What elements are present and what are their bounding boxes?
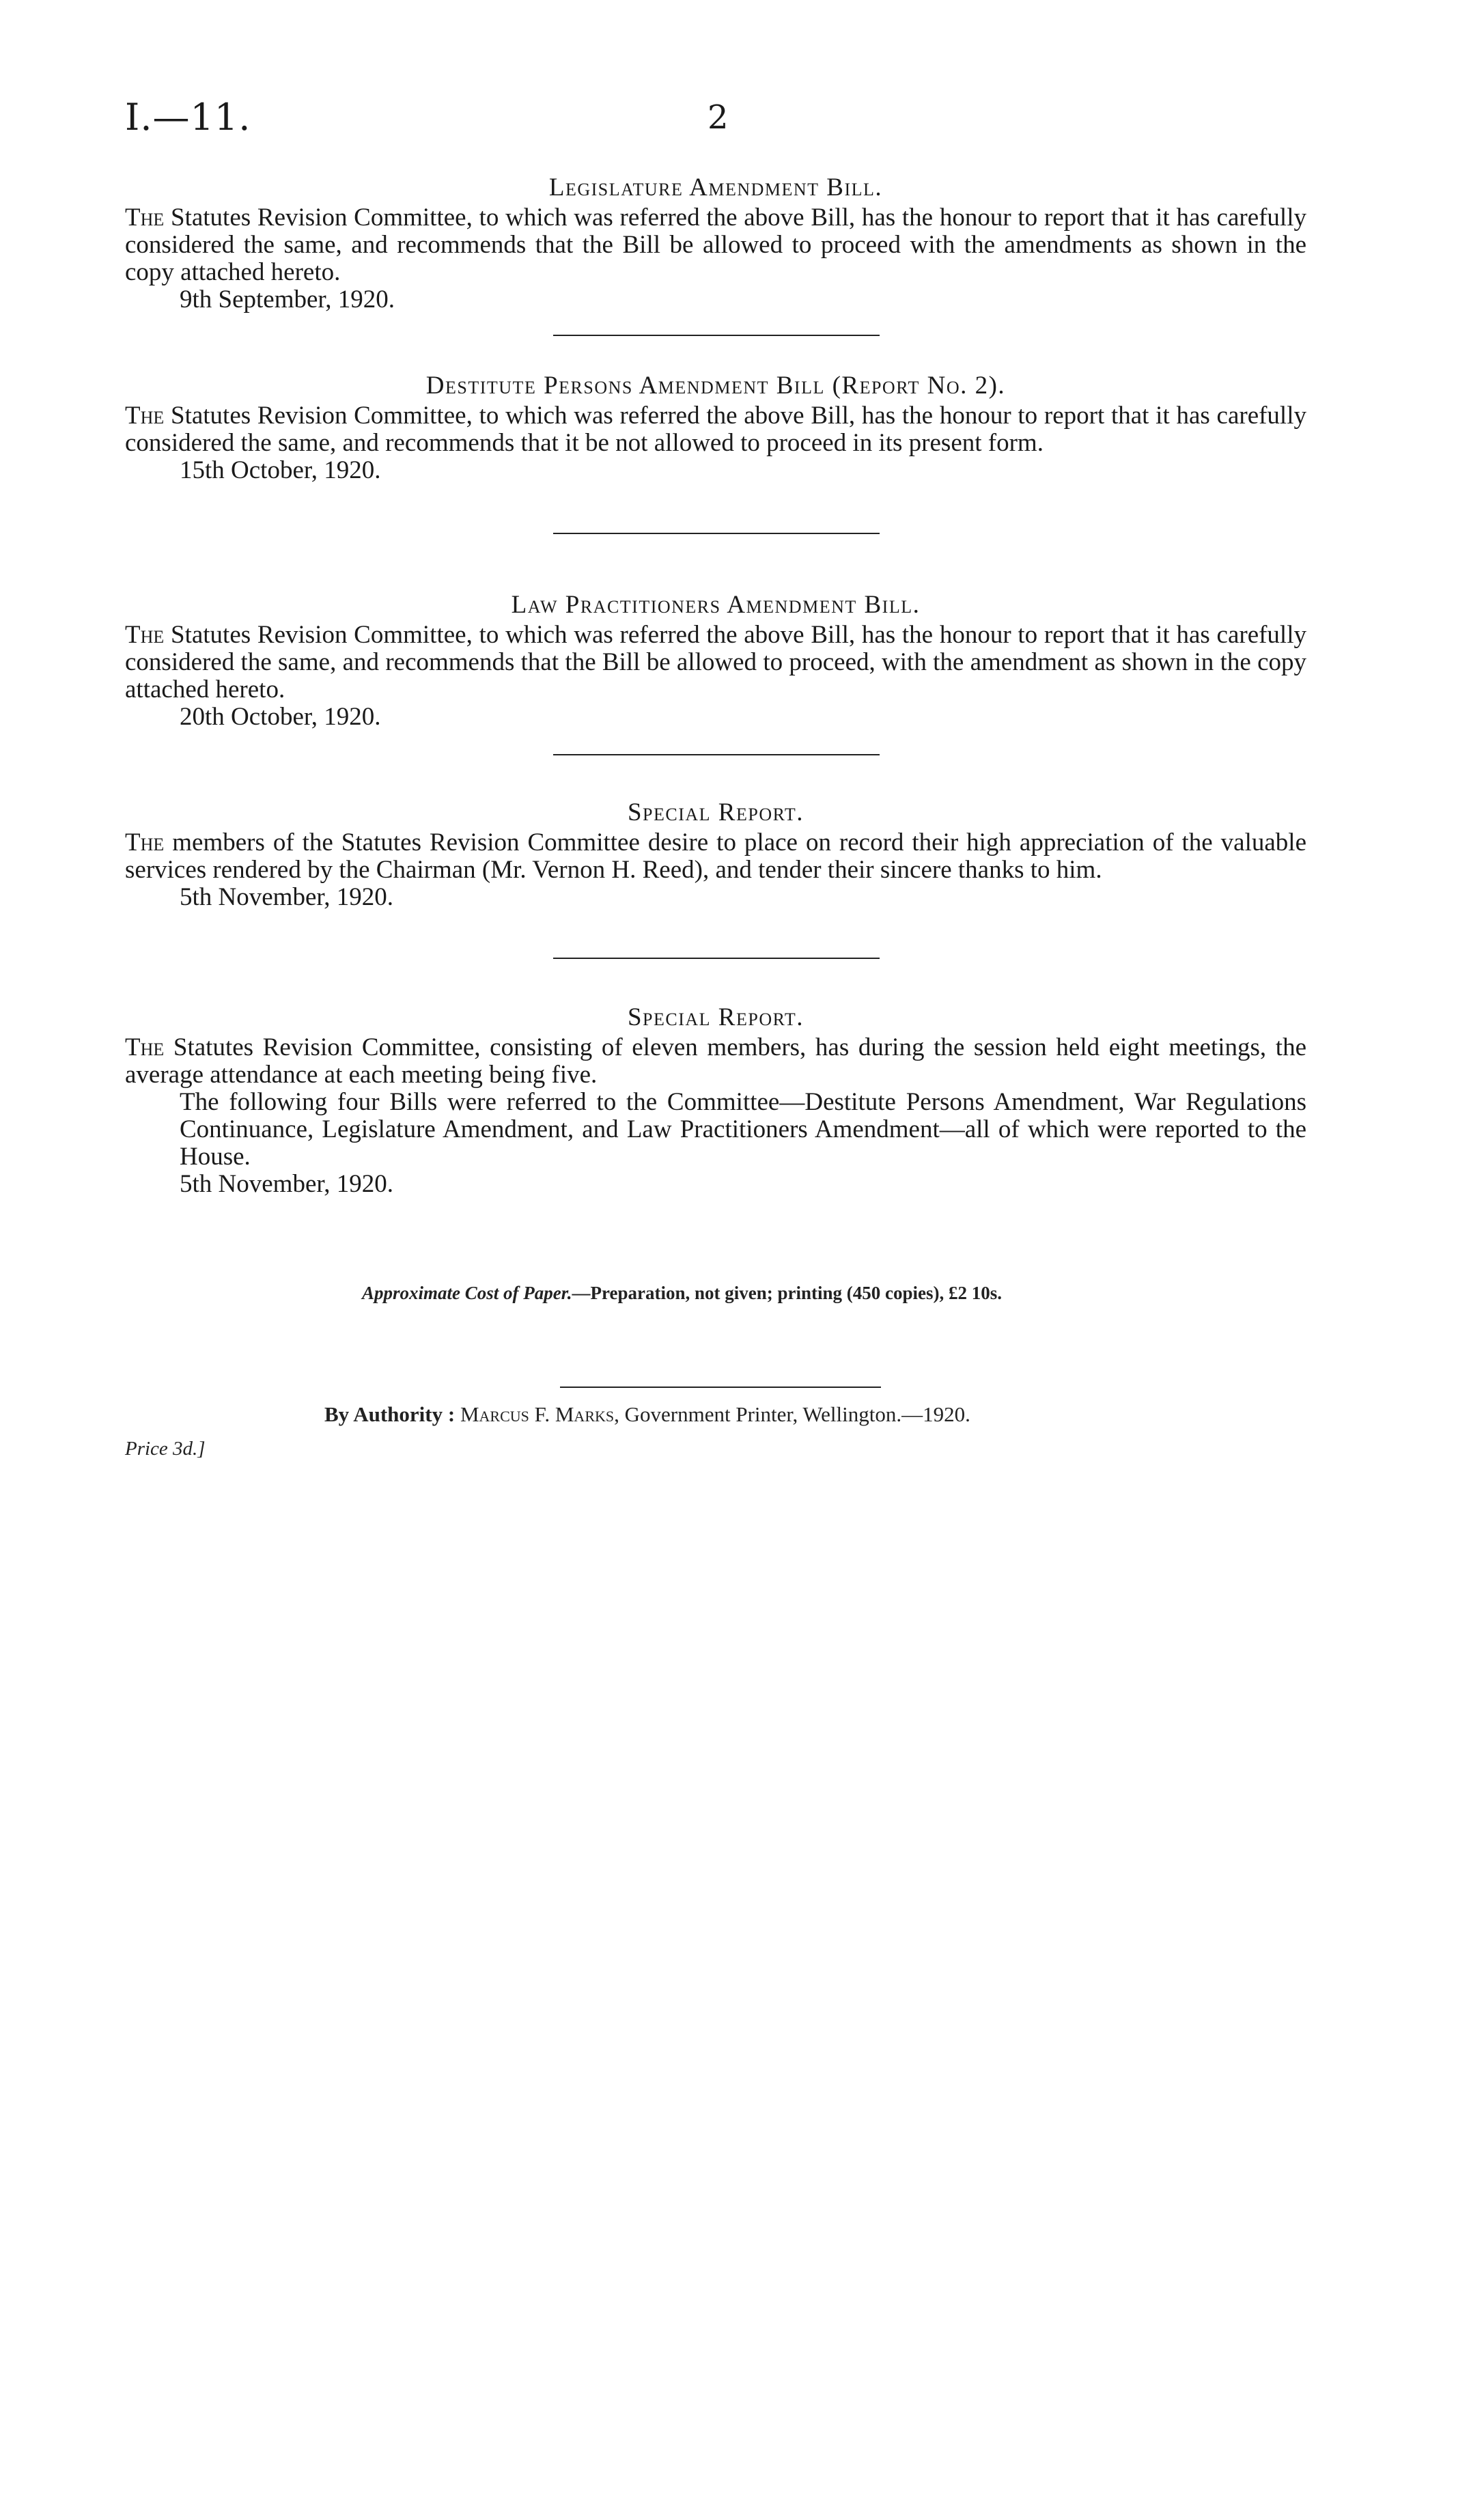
section-body-continued [125,1089,1306,1171]
section-date: 15th October, 1920. [180,456,381,484]
section-heading: Special Report. [627,798,804,826]
cost-text: —Preparation, not given; printing (450 copies), £2 10s. [572,1283,1003,1303]
divider-rule [553,958,880,959]
lead-word: The [125,402,165,430]
page-id: I.—11. [125,96,251,139]
divider-rule [553,754,880,755]
divider-rule [553,335,880,336]
printer-name: Marcus F. Marks, [460,1402,619,1426]
printer-authority [324,1402,970,1427]
section-heading: Destitute Persons Amendment Bill (Report No. 2). [425,372,1006,400]
section-heading: Law Practitioners Amendment Bill. [511,591,921,619]
body-text: members of the Statutes Revision Committee desire to place on record their high appreciation of the valuable services rendered by the Chairman (Mr. Vernon H. Reed), and tender their sincere thanks to him. [125,828,1307,884]
section-legislature-amendment [125,174,1306,314]
section-heading: Legislature Amendment Bill. [548,173,883,201]
section-law-practitioners [125,591,1306,731]
section-body [125,622,1306,704]
body-text: Statutes Revision Committee, consisting of eleven members, has during the session held eight meetings, the average attendance at each meeting being five. [125,1033,1307,1089]
price-note: Price 3d.] [125,1438,206,1460]
page-number: 2 [708,98,729,137]
body-text: Statutes Revision Committee, to which was referred the above Bill, has the honour to report that it has carefully considered the same, and recommends that it be not allowed to proceed in its present form. [125,402,1306,457]
section-special-report-2 [125,1004,1306,1198]
section-body [125,829,1306,884]
divider-rule [553,533,880,534]
section-body [125,204,1306,286]
lead-word: The [125,204,165,232]
section-heading: Special Report. [627,1003,804,1031]
lead-word: The [125,828,165,856]
lead-word: The [125,621,165,649]
cost-of-paper-note [362,1283,1002,1304]
section-date: 5th November, 1920. [180,883,393,911]
section-date: 20th October, 1920. [180,703,381,731]
section-body [125,1034,1306,1089]
cost-label: Approximate Cost of Paper. [362,1283,572,1303]
section-date: 9th September, 1920. [180,285,395,314]
body-text: The following four Bills were referred to the Committee—Destitute Persons Amendment, War Regulations Continuance, Legislature Amendment, and Law Practitioners Amendment—all of which were reported to the House. [180,1088,1306,1171]
lead-word: The [125,1033,165,1061]
section-date: 5th November, 1920. [180,1170,393,1198]
body-text: Statutes Revision Committee, to which was referred the above Bill, has the honour to report that it has carefully considered the same, and recommends that the Bill be allowed to proceed with the amendments as shown in the copy attached hereto. [125,204,1306,286]
footer-rule [560,1387,881,1388]
section-destitute-persons [125,372,1306,484]
body-text: Statutes Revision Committee, to which was referred the above Bill, has the honour to report that it has carefully considered the same, and recommends that the Bill be allowed to proceed, with the amendment as shown in the copy attached hereto. [125,621,1306,704]
printer-text: Government Printer, Wellington.—1920. [624,1402,970,1426]
section-body [125,402,1306,457]
authority-label: By Authority : [324,1402,456,1426]
section-special-report-1 [125,799,1306,911]
